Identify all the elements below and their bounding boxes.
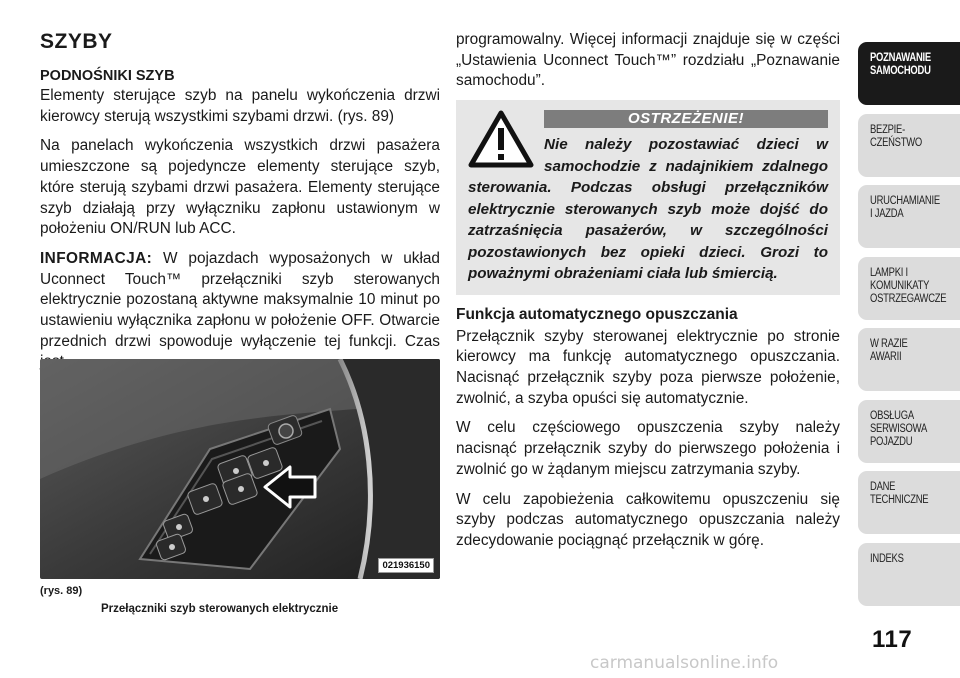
paragraph-auto-down: Przełącznik szyby sterowanej elektrycznie po stronie kierowcy ma funkcję automatycznego opuszczania. Nacisnąć przełącznik szyby poza pierwsze położenie, zwolnić, a szyba opuści się automatycznie. [456,327,840,407]
tab-label: BEZPIE- CZEŃSTWO [870,123,922,149]
tab-label: POZNAWANIE SAMOCHODU [870,52,931,77]
tab-w-razie-awarii[interactable] [858,328,960,391]
figure-number: (rys. 89) [40,585,83,597]
chapter-tabs [858,42,960,614]
left-column [40,30,440,382]
paragraph-partial-down: W celu częściowego opuszczenia szyby należy nacisnąć przełącznik szyby do pierwszego położenia i zwolnić go w żądanym miejscu zatrzymania szyby. [456,419,840,478]
section-heading-auto-down: Funkcja automatycznego opuszczania [456,305,738,323]
warning-text: Nie należy pozostawiać dzieci w samochodzie z nadajnikiem zdalnego sterowania. Podczas obsługi przełączników elektrycznie sterowanych szyb może dojść do zatrzaśnięcia pasażerów, w szczególności pozostawionych bez opieki dzieci. Grozi to poważnymi obrażeniami ciała lub śmiercią. [468,136,828,283]
tab-lampki-i-komunikaty[interactable] [858,257,960,320]
paragraph-stop-down: W celu zapobieżenia całkowitemu opuszczeniu się szyby podczas automatycznego opuszczania należy zdecydowanie pociągnąć przełącznik w górę. [456,490,840,549]
section-subheading: PODNOŚNIKI SZYB [40,68,175,84]
warning-box [456,100,840,295]
tab-label: OBSŁUGA SERWISOWA POJAZDU [870,409,928,448]
tab-dane-techniczne[interactable] [858,471,960,534]
door-panel-illustration [40,359,440,579]
paragraph-continuation: programowalny. Więcej informacji znajduje się w części „Ustawienia Uconnect Touch™” rozdziału „Poznawanie samochodu”. [456,31,840,90]
right-column [456,30,840,561]
paragraph-driver-controls: Elementy sterujące szyb na panelu wykończenia drzwi kierowcy sterują wszystkimi szybami drzwi. (rys. 89) [40,87,440,125]
tab-label: INDEKS [870,552,904,565]
paragraph-info [40,249,440,373]
info-label: INFORMACJA: [40,249,153,267]
tab-bezpieczenstwo[interactable] [858,114,960,177]
tab-uruchamianie-i-jazda[interactable] [858,185,960,248]
warning-title: OSTRZEŻENIE! [544,110,828,128]
tab-obsluga-serwisowa[interactable] [858,400,960,463]
tab-label: W RAZIE AWARII [870,338,908,363]
tab-poznawanie-samochodu[interactable] [858,42,960,105]
photo-code: 021936150 [378,558,434,573]
watermark: carmanualsonline.info [590,653,779,673]
paragraph-passenger-controls: Na panelach wykończenia wszystkich drzwi pasażera umieszczone są pojedyncze elementy sterujące szyb, które sterują szybami drzwi pasażera. Elementy sterujące szyb działają przy wyłączniku zapłonu ustawionym w położeniu ON/RUN lub ACC. [40,137,440,238]
tab-label: LAMPKI I KOMUNIKATY OSTRZEGAWCZE [870,266,947,305]
tab-label: URUCHAMIANIE I JAZDA [870,195,940,220]
page-number: 117 [872,626,913,653]
tab-label: DANE TECHNICZNE [870,481,929,506]
warning-triangle-icon [468,110,534,168]
tab-indeks[interactable] [858,543,960,606]
window-switch-photo [40,359,440,579]
page-title: SZYBY [40,30,113,53]
info-text: W pojazdach wyposażonych w układ Uconnect Touch™ przełączniki szyb sterowanych elektrycznie pozostaną aktywne maksymalnie 10 minut po ustawieniu wyłącznika zapłonu w położenie OFF. Otwarcie przednich drzwi spowoduje wyłączenie tej funkcji. Czas [40,249,440,350]
figure-caption: Przełączniki szyb sterowanych elektrycznie [101,603,339,615]
